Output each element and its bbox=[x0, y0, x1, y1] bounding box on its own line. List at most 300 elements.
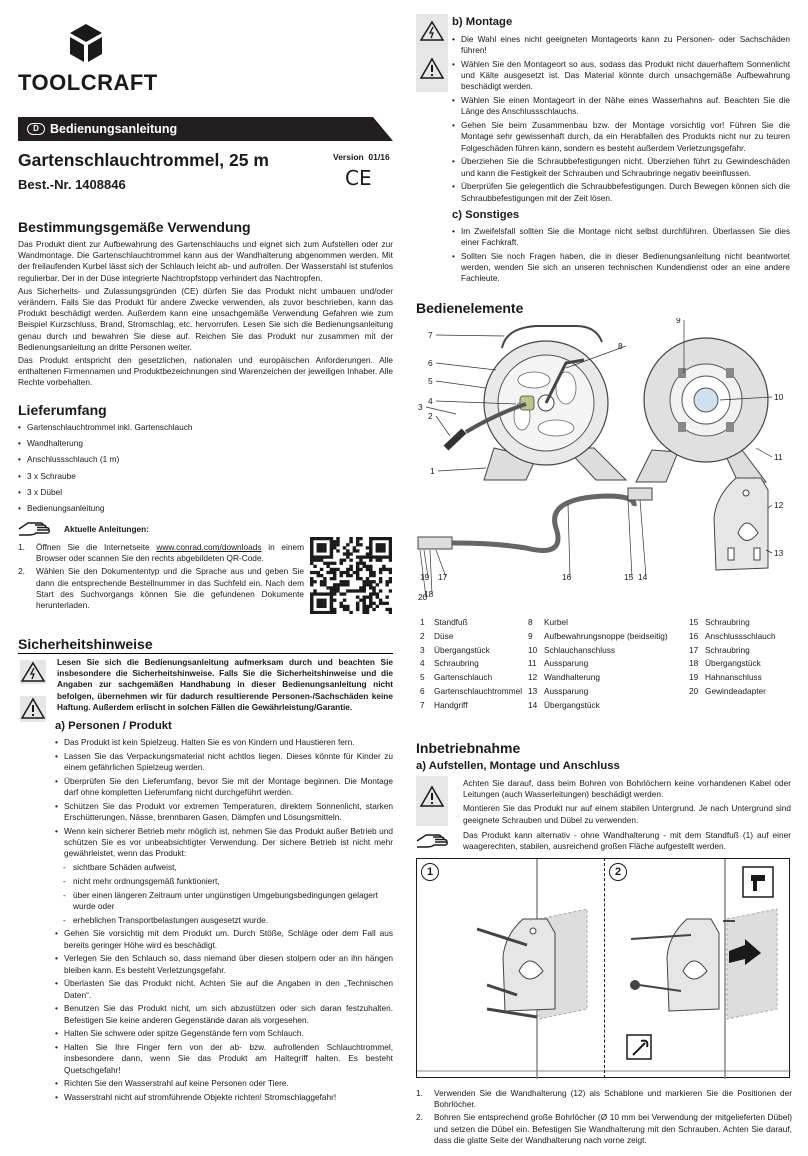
qr-module bbox=[369, 546, 372, 549]
qr-module bbox=[336, 549, 339, 552]
qr-module bbox=[366, 583, 369, 586]
callout-leader-line bbox=[430, 550, 432, 594]
list-item: • Das Produkt ist kein Spielzeug. Halten Sie es von Kindern und Haustieren fern. bbox=[55, 737, 393, 748]
warning-text: Achten Sie darauf, dass beim Bohren von Bohrlöchern keine vorhandenen Kabel oder Leitungen (auch Wasserleitungen) beschädigt werden. bbox=[463, 778, 791, 800]
list-item: • Gehen Sie beim Zusammenbau bzw. der Montage vorsichtig vor! Führen Sie die Montage sehr gewissenhaft durch, da ein Herabfallen des Produkts nicht nur zu teuren Folgeschäden führen kann, sondern es besteht außerdem Verletzungsgefahr. bbox=[452, 120, 790, 154]
list-item: • Schützen Sie das Produkt vor extremen Temperaturen, direktem Sonnenlicht, starken Erschütterungen, Nässe, brennbaren Gasen, Dämpfen und Lösungsmitteln. bbox=[55, 801, 393, 823]
legend-item: 2 Düse bbox=[420, 630, 454, 641]
qr-module bbox=[359, 537, 362, 540]
qr-module bbox=[317, 605, 320, 608]
qr-module bbox=[323, 605, 326, 608]
safety-intro: Lesen Sie sich die Bedienungsanleitung aufmerksam durch und beachten Sie insbesondere die Sicherheitshinweise. Falls Sie die Sicherheitshinweise und die Angaben zur sachgemäßen Handhabung in dieser Bedienungsanleitung nicht befolgen, übernehmen wir für dadurch resultierende Personen-/Sachschäden keine Haftung. Außerdem erlischt in solchen Fällen die Gewährleistung/Garantie. bbox=[57, 657, 393, 712]
qr-module bbox=[372, 608, 375, 611]
qr-module bbox=[313, 589, 316, 592]
qr-module bbox=[346, 605, 349, 608]
montage-heading: b) Montage bbox=[452, 16, 513, 28]
mounting-figure-2 bbox=[604, 858, 790, 1078]
qr-module bbox=[359, 589, 362, 592]
qr-module bbox=[333, 562, 336, 565]
qr-module bbox=[346, 571, 349, 574]
list-item: • Verlegen Sie den Schlauch so, dass niemand über diesen stolpern oder an ihn hängen bleiben kann. Es besteht Verletzungsgefahr. bbox=[55, 953, 393, 975]
qr-module bbox=[336, 540, 339, 543]
current-manuals-heading: Aktuelle Anleitungen: bbox=[64, 524, 149, 534]
qr-module bbox=[356, 568, 359, 571]
qr-module bbox=[366, 580, 369, 583]
list-item: 2. Bohren Sie entsprechend große Bohrlöcher (Ø 10 mm bei Verwendung der mitgelieferten Dübel) und setzen die Dübel ein. Befestigen Sie Wandhalterung mit den Schrauben. Achten Sie darauf, dass die glatte Seite der Wandhalterung nach vorne zeigt. bbox=[416, 1112, 792, 1145]
qr-module bbox=[372, 571, 375, 574]
toolcraft-cube-icon bbox=[18, 22, 158, 72]
qr-module bbox=[310, 605, 313, 608]
qr-module bbox=[382, 537, 385, 540]
callout-leader-line bbox=[640, 500, 646, 577]
qr-module bbox=[359, 562, 362, 565]
intended-use-paragraph: Das Produkt entspricht den gesetzlichen, nationalen und europäischen Anforderungen. Alle enthaltenen Firmennamen und Produktbezeichnungen sind Warenzeichen der jeweiligen Inhaber. Alle Rechte vorbehalten. bbox=[18, 355, 393, 388]
qr-module bbox=[336, 586, 339, 589]
qr-module bbox=[385, 580, 388, 583]
qr-module bbox=[323, 599, 326, 602]
qr-module bbox=[366, 611, 369, 614]
qr-module bbox=[330, 552, 333, 555]
qr-module bbox=[356, 577, 359, 580]
qr-code[interactable] bbox=[310, 537, 392, 614]
callout-leader-line bbox=[628, 500, 632, 577]
qr-module bbox=[379, 543, 382, 546]
qr-module bbox=[379, 571, 382, 574]
qr-module bbox=[317, 546, 320, 549]
qr-module bbox=[313, 555, 316, 558]
qr-module bbox=[349, 540, 352, 543]
qr-module bbox=[336, 543, 339, 546]
qr-module bbox=[323, 562, 326, 565]
qr-module bbox=[349, 568, 352, 571]
qr-module bbox=[376, 592, 379, 595]
qr-module bbox=[346, 555, 349, 558]
qr-module bbox=[369, 543, 372, 546]
qr-module bbox=[359, 568, 362, 571]
qr-module bbox=[379, 549, 382, 552]
qr-module bbox=[340, 571, 343, 574]
qr-module bbox=[326, 565, 329, 568]
qr-module bbox=[326, 555, 329, 558]
qr-module bbox=[346, 568, 349, 571]
callout-leader-line bbox=[436, 381, 486, 388]
qr-module bbox=[346, 574, 349, 577]
callout-number: 4 bbox=[428, 396, 433, 406]
qr-module bbox=[330, 596, 333, 599]
qr-module bbox=[376, 555, 379, 558]
qr-module bbox=[330, 540, 333, 543]
list-item: • Überprüfen Sie den Lieferumfang, bevor Sie mit der Montage beginnen. Die Montage darf ohne kompletten Lieferumfang nicht durchgeführt werden. bbox=[55, 776, 393, 798]
qr-module bbox=[369, 549, 372, 552]
qr-module bbox=[326, 592, 329, 595]
qr-module bbox=[333, 571, 336, 574]
legend-item: 11 Aussparung bbox=[528, 658, 589, 669]
qr-module bbox=[320, 543, 323, 546]
legend-item: 15 Schraubring bbox=[689, 617, 750, 627]
qr-module bbox=[323, 543, 326, 546]
qr-module bbox=[369, 555, 372, 558]
qr-module bbox=[356, 540, 359, 543]
qr-module bbox=[310, 552, 313, 555]
qr-module bbox=[349, 589, 352, 592]
callout-number: 7 bbox=[428, 330, 433, 340]
callout-number: 18 bbox=[424, 589, 434, 599]
qr-module bbox=[366, 568, 369, 571]
controls-figure bbox=[416, 318, 790, 606]
legend-item: 18 Übergangstück bbox=[689, 658, 761, 669]
qr-module bbox=[362, 596, 365, 599]
list-item: - über einen längeren Zeitraum unter ungünstigen Umgebungsbedingungen gelagert wurde oder bbox=[55, 890, 393, 912]
qr-module bbox=[376, 543, 379, 546]
qr-module bbox=[379, 589, 382, 592]
qr-module bbox=[320, 602, 323, 605]
qr-module bbox=[317, 571, 320, 574]
qr-module bbox=[362, 586, 365, 589]
legend-item: 19 Hahnanschluss bbox=[689, 672, 762, 683]
list-item: • Halten Sie Ihre Finger fern von der ab- bzw. aufrollenden Schlauchtrommel, insbesondere dann, wenn Sie das Produkt am Haltegriff halten. Es besteht Quetschgefahr! bbox=[55, 1042, 393, 1076]
list-item: • 3 x Schraube bbox=[18, 471, 393, 482]
qr-module bbox=[389, 552, 392, 555]
qr-module bbox=[340, 583, 343, 586]
hint-hand-icon bbox=[416, 832, 450, 855]
qr-module bbox=[359, 599, 362, 602]
qr-module bbox=[310, 543, 313, 546]
list-item: • Gartenschlauchtrommel inkl. Gartenschlauch bbox=[18, 422, 393, 433]
qr-module bbox=[340, 605, 343, 608]
qr-module bbox=[323, 549, 326, 552]
safety-persons-section bbox=[55, 720, 393, 1106]
qr-module bbox=[353, 549, 356, 552]
qr-module bbox=[317, 592, 320, 595]
qr-module bbox=[330, 608, 333, 611]
callout-number: 9 bbox=[676, 318, 681, 325]
qr-module bbox=[349, 611, 352, 614]
qr-module bbox=[320, 605, 323, 608]
qr-module bbox=[330, 546, 333, 549]
qr-module bbox=[317, 543, 320, 546]
qr-module bbox=[389, 577, 392, 580]
qr-module bbox=[317, 574, 320, 577]
qr-module bbox=[369, 583, 372, 586]
qr-module bbox=[356, 549, 359, 552]
safety-heading: Sicherheitshinweise bbox=[18, 636, 153, 652]
list-item: • Wählen Sie einen Montageort in der Nähe eines Wasserhahns auf. Beachten Sie die Länge des Anschlussschlauchs. bbox=[452, 95, 790, 117]
qr-module bbox=[376, 559, 379, 562]
qr-module bbox=[326, 537, 329, 540]
qr-module bbox=[349, 552, 352, 555]
qr-module bbox=[389, 589, 392, 592]
qr-module bbox=[320, 574, 323, 577]
qr-module bbox=[379, 537, 382, 540]
qr-module bbox=[362, 580, 365, 583]
callout-number: 5 bbox=[428, 376, 433, 386]
standalone-hint: Das Produkt kann alternativ - ohne Wandhalterung - mit dem Standfuß (1) auf einer waagerechten, stabilen, ausreichend großen Fläche aufgestellt werden. bbox=[463, 830, 791, 852]
qr-module bbox=[310, 608, 313, 611]
version-label: Version 01/16 bbox=[333, 152, 390, 162]
setup-heading: a) Aufstellen, Montage und Anschluss bbox=[416, 760, 620, 772]
qr-module bbox=[317, 537, 320, 540]
qr-module bbox=[362, 608, 365, 611]
qr-module bbox=[366, 565, 369, 568]
qr-module bbox=[313, 611, 316, 614]
qr-module bbox=[310, 540, 313, 543]
qr-module bbox=[320, 568, 323, 571]
ce-mark: CE bbox=[345, 166, 372, 190]
list-item: • Anschlussschlauch (1 m) bbox=[18, 454, 393, 465]
qr-module bbox=[369, 559, 372, 562]
legend-item: 16 Anschlussschlauch bbox=[689, 630, 776, 641]
intended-use-paragraph: Aus Sicherheits- und Zulassungsgründen (CE) dürfen Sie das Produkt nicht umbauen und/oder verändern. Falls Sie das Produkt für andere Zwecke verwenden, als zuvor beschrieben, kann das Produkt beschädigt werden. Außerdem kann eine unsachgemäße Verwendung Gefahren wie zum Beispiel Kurzschluss, Brand, Stromschlag, etc. hervorrufen. Lesen Sie sich die Bedienungsanleitung genau durch und bewahren Sie diese auf. Reichen Sie das Produkt nur zusammen mit der Bedienungsanleitung an dritte Personen weiter. bbox=[18, 285, 393, 352]
qr-module bbox=[389, 608, 392, 611]
qr-module bbox=[320, 559, 323, 562]
qr-module bbox=[362, 565, 365, 568]
qr-module bbox=[349, 565, 352, 568]
qr-module bbox=[343, 592, 346, 595]
qr-module bbox=[323, 611, 326, 614]
qr-module bbox=[382, 555, 385, 558]
qr-module bbox=[310, 559, 313, 562]
callout-number: 20 bbox=[418, 592, 428, 602]
qr-module bbox=[320, 599, 323, 602]
qr-module bbox=[346, 583, 349, 586]
qr-module bbox=[362, 605, 365, 608]
qr-module bbox=[343, 571, 346, 574]
qr-module bbox=[389, 549, 392, 552]
qr-module bbox=[356, 562, 359, 565]
callout-number: 2 bbox=[428, 411, 433, 421]
mounting-figure-1 bbox=[416, 858, 604, 1078]
qr-module bbox=[379, 555, 382, 558]
legend-item: 13 Aussparung bbox=[528, 685, 589, 696]
qr-module bbox=[376, 546, 379, 549]
qr-module bbox=[372, 574, 375, 577]
callout-leader-line bbox=[438, 468, 486, 471]
qr-module bbox=[330, 568, 333, 571]
list-item: • Richten Sie den Wasserstrahl auf keine Personen oder Tiere. bbox=[55, 1078, 393, 1089]
qr-module bbox=[343, 546, 346, 549]
qr-module bbox=[376, 583, 379, 586]
qr-module bbox=[313, 565, 316, 568]
qr-module bbox=[333, 611, 336, 614]
callout-number: 8 bbox=[618, 341, 623, 351]
qr-module bbox=[385, 596, 388, 599]
qr-module bbox=[323, 583, 326, 586]
qr-module bbox=[385, 555, 388, 558]
list-item: • Überziehen Sie die Schraubbefestigungen nicht. Überziehen führt zu Gewindeschäden und kann die Festigkeit der Schrauben und Schraubringe negativ beeinflussen. bbox=[452, 156, 790, 178]
list-item: • Gehen Sie vorsichtig mit dem Produkt um. Durch Stöße, Schläge oder dem Fall aus bereits geringer Höhe wird es beschädigt. bbox=[55, 928, 393, 950]
qr-module bbox=[330, 577, 333, 580]
qr-module bbox=[320, 611, 323, 614]
download-link[interactable]: www.conrad.com/downloads bbox=[156, 542, 262, 552]
qr-module bbox=[310, 537, 313, 540]
legend-item: 1 Standfuß bbox=[420, 617, 468, 627]
callout-number: 15 bbox=[624, 572, 634, 582]
qr-module bbox=[323, 580, 326, 583]
hint-hand-icon bbox=[18, 520, 52, 543]
qr-module bbox=[369, 592, 372, 595]
qr-module bbox=[320, 583, 323, 586]
qr-module bbox=[356, 608, 359, 611]
qr-module bbox=[353, 546, 356, 549]
qr-module bbox=[320, 592, 323, 595]
product-title: Gartenschlauchtrommel, 25 m bbox=[18, 150, 269, 170]
qr-module bbox=[330, 571, 333, 574]
qr-module bbox=[323, 546, 326, 549]
manual-banner bbox=[18, 117, 393, 141]
qr-module bbox=[343, 552, 346, 555]
qr-module bbox=[356, 602, 359, 605]
qr-module bbox=[343, 559, 346, 562]
qr-module bbox=[369, 586, 372, 589]
connection-hose-illustration bbox=[418, 488, 652, 551]
qr-module bbox=[323, 602, 326, 605]
list-item: • Die Wahl eines nicht geeigneten Montageorts kann zu Personen- oder Sachschäden führen! bbox=[452, 34, 790, 56]
qr-module bbox=[389, 543, 392, 546]
qr-module bbox=[376, 549, 379, 552]
legend-item: 12 Wandhalterung bbox=[528, 672, 600, 683]
qr-module bbox=[389, 568, 392, 571]
qr-module bbox=[379, 580, 382, 583]
qr-module bbox=[359, 577, 362, 580]
callout-number: 11 bbox=[774, 452, 783, 462]
qr-module bbox=[362, 555, 365, 558]
qr-module bbox=[389, 559, 392, 562]
callout-number: 1 bbox=[430, 466, 435, 476]
list-item: • Wasserstrahl nicht auf stromführende Objekte richten! Stromschlaggefahr! bbox=[55, 1092, 393, 1103]
qr-module bbox=[346, 552, 349, 555]
qr-module bbox=[346, 543, 349, 546]
qr-module bbox=[333, 568, 336, 571]
qr-module bbox=[317, 599, 320, 602]
callout-number: 13 bbox=[774, 548, 784, 558]
callout-number: 6 bbox=[428, 358, 433, 368]
exclamation-warning-icon bbox=[419, 784, 445, 815]
list-item: - erheblichen Transportbelastungen ausgesetzt wurde. bbox=[55, 915, 393, 926]
figure-number-badge: 1 bbox=[421, 863, 439, 881]
qr-module bbox=[343, 605, 346, 608]
qr-module bbox=[372, 586, 375, 589]
qr-module bbox=[330, 555, 333, 558]
qr-module bbox=[326, 586, 329, 589]
qr-module bbox=[382, 546, 385, 549]
qr-module bbox=[330, 589, 333, 592]
qr-module bbox=[353, 571, 356, 574]
qr-module bbox=[369, 605, 372, 608]
qr-module bbox=[330, 592, 333, 595]
qr-module bbox=[362, 599, 365, 602]
qr-module bbox=[362, 589, 365, 592]
misc-heading: c) Sonstiges bbox=[452, 208, 520, 221]
qr-module bbox=[310, 549, 313, 552]
qr-module bbox=[333, 589, 336, 592]
qr-module bbox=[366, 608, 369, 611]
qr-module bbox=[379, 559, 382, 562]
qr-module bbox=[376, 537, 379, 540]
qr-module bbox=[372, 589, 375, 592]
qr-module bbox=[385, 537, 388, 540]
order-number: Best.-Nr. 1408846 bbox=[18, 177, 126, 192]
callout-number: 17 bbox=[438, 572, 448, 582]
qr-module bbox=[310, 596, 313, 599]
callout-number: 19 bbox=[420, 572, 430, 582]
controls-heading: Bedienelemente bbox=[416, 300, 524, 316]
qr-module bbox=[366, 555, 369, 558]
legend-item: 7 Handgriff bbox=[420, 699, 468, 710]
persons-heading: a) Personen / Produkt bbox=[55, 720, 172, 732]
qr-module bbox=[382, 549, 385, 552]
legend-item: 9 Aufbewahrungsnoppe (beidseitig) bbox=[528, 630, 668, 641]
qr-module bbox=[330, 549, 333, 552]
qr-module bbox=[369, 574, 372, 577]
qr-module bbox=[372, 555, 375, 558]
qr-module bbox=[356, 565, 359, 568]
qr-module bbox=[356, 596, 359, 599]
qr-module bbox=[366, 605, 369, 608]
legend-item: 4 Schraubring bbox=[420, 658, 479, 669]
list-item: • 3 x Dübel bbox=[18, 487, 393, 498]
qr-module bbox=[310, 555, 313, 558]
qr-module bbox=[372, 602, 375, 605]
qr-module bbox=[369, 596, 372, 599]
qr-module bbox=[323, 537, 326, 540]
qr-module bbox=[310, 611, 313, 614]
qr-module bbox=[330, 602, 333, 605]
qr-module bbox=[346, 580, 349, 583]
callout-leader-line bbox=[436, 363, 496, 370]
intended-use-paragraph: Das Produkt dient zur Aufbewahrung des Gartenschlauchs und eignet sich zum Aufstellen oder zur Wandmontage. Die Gartenschlauchtrommel kann aus der Wandhalterung abgenommen werden. Mit der freilaufenden Kurbel lässt sich der Schlauch leicht ab- und aufrollen. Der Wasserstahl ist stufenlos regulierbar. Der in der Düse integrierte Nachtropfstopp verhindert das Nachtropfen. bbox=[18, 239, 393, 283]
qr-module bbox=[333, 599, 336, 602]
qr-module bbox=[326, 562, 329, 565]
qr-module bbox=[333, 583, 336, 586]
qr-module bbox=[330, 611, 333, 614]
qr-module bbox=[379, 568, 382, 571]
list-item: • Wandhalterung bbox=[18, 438, 393, 449]
mounting-steps bbox=[416, 1088, 792, 1148]
qr-module bbox=[310, 577, 313, 580]
qr-module bbox=[320, 549, 323, 552]
qr-module bbox=[389, 571, 392, 574]
qr-module bbox=[313, 559, 316, 562]
qr-module bbox=[379, 546, 382, 549]
qr-module bbox=[366, 546, 369, 549]
qr-module bbox=[389, 580, 392, 583]
qr-module bbox=[356, 571, 359, 574]
banner-title: Bedienungsanleitung bbox=[50, 122, 178, 136]
qr-module bbox=[349, 559, 352, 562]
qr-module bbox=[320, 555, 323, 558]
legend-column bbox=[420, 616, 524, 713]
callout-leader-line bbox=[568, 504, 570, 577]
callout-number: 10 bbox=[774, 392, 784, 402]
qr-module bbox=[343, 583, 346, 586]
list-item: - nicht mehr ordnungsgemäß funktioniert, bbox=[55, 876, 393, 887]
qr-module bbox=[362, 583, 365, 586]
intended-use-section bbox=[18, 219, 393, 391]
qr-module bbox=[385, 608, 388, 611]
qr-module bbox=[333, 546, 336, 549]
exclamation-warning-icon bbox=[20, 696, 46, 720]
qr-module bbox=[382, 543, 385, 546]
qr-module bbox=[333, 543, 336, 546]
qr-module bbox=[340, 602, 343, 605]
qr-module bbox=[389, 555, 392, 558]
qr-module bbox=[389, 611, 392, 614]
legend-item: 5 Gartenschlauch bbox=[420, 672, 493, 683]
qr-module bbox=[313, 537, 316, 540]
qr-module bbox=[310, 592, 313, 595]
startup-warnings bbox=[463, 778, 791, 828]
callout-leader-line bbox=[436, 335, 504, 336]
